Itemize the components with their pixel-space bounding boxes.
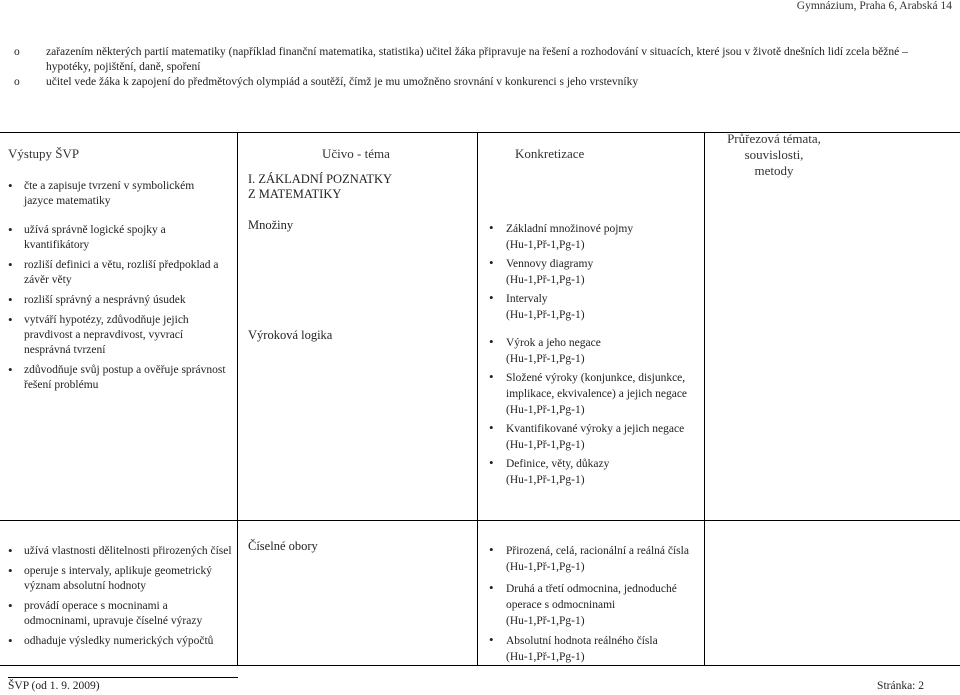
outcome-item: • užívá správně logické spojky a kvantifikátory	[6, 223, 226, 253]
outcome-item: • užívá vlastnosti dělitelnosti přirozených čísel	[6, 544, 234, 559]
section2-konkretizace	[486, 543, 701, 668]
konkretizace-item	[486, 581, 701, 629]
konkretizace-code: (Hu-1,Př-1,Pg-1)	[506, 239, 585, 251]
topic-mnoziny: Množiny	[248, 218, 294, 232]
outcome-item: • rozliší správný a nesprávný úsudek	[6, 293, 226, 308]
konkretizace-code: (Hu-1,Př-1,Pg-1)	[506, 615, 585, 627]
school-header: Gymnázium, Praha 6, Arabská 14	[796, 0, 952, 12]
konkretizace-code: (Hu-1,Př-1,Pg-1)	[506, 404, 585, 416]
konkretizace-title: • Přirozená, celá, racionální a reálná čísla	[506, 545, 689, 557]
konkretizace-code: (Hu-1,Př-1,Pg-1)	[506, 353, 585, 365]
konkretizace-item	[486, 370, 701, 418]
konkretizace-code: (Hu-1,Př-1,Pg-1)	[506, 439, 585, 451]
column-header-vystupy: Výstupy ŠVP	[8, 146, 80, 161]
column-divider-3	[704, 132, 705, 665]
topic-ciselne-obory: Číselné obory	[248, 539, 318, 553]
konkretizace-title: • Kvantifikované výroky a jejich negace	[506, 423, 685, 435]
footer-rule	[8, 677, 238, 678]
intro-item-text: učitel vede žáka k zapojení do předmětových olympiád a soutěží, čímž je mu umožněno srovnání v konkurenci s jeho vrstevníky	[46, 76, 639, 88]
footer-left: ŠVP (od 1. 9. 2009)	[8, 680, 100, 692]
konkretizace-code: (Hu-1,Př-1,Pg-1)	[506, 309, 585, 321]
konkretizace-code: (Hu-1,Př-1,Pg-1)	[506, 474, 585, 486]
footer-right: Stránka: 2	[877, 680, 924, 692]
column-divider-1	[237, 132, 238, 665]
konkretizace-title: • Vennovy diagramy	[506, 258, 594, 270]
column-header-ucivo: Učivo - téma	[322, 146, 390, 161]
column-header-prurezova: Průřezová témata, souvislosti, metody	[727, 131, 821, 178]
konkretizace-item	[486, 335, 701, 367]
outcome-item: • rozliší definici a větu, rozliší předpoklad a závěr věty	[6, 258, 226, 288]
konkretizace-item	[486, 291, 701, 323]
konkretizace-code: (Hu-1,Př-1,Pg-1)	[506, 561, 585, 573]
intro-item-text: zařazením některých partií matematiky (například finanční matematika, statistika) učitel žáka připravuje na řešení a rozhodování v situacích, které jsou v životě dnešních lidí zcela běžné – hypotéky, pojištění, daně, spoření	[46, 46, 908, 73]
konkretizace-item	[486, 421, 701, 453]
column-header-konkretizace: Konkretizace	[515, 146, 585, 161]
section1-konkretizace	[486, 221, 701, 491]
konkretizace-title: • Výrok a jeho negace	[506, 337, 601, 349]
circle-bullet-icon: o	[14, 76, 20, 88]
konkretizace-title: • Definice, věty, důkazy	[506, 458, 610, 470]
outcome-item: • vytváří hypotézy, zdůvodňuje jejich pravdivost a nepravdivost, vyvrací nesprávná tvrzení	[6, 313, 226, 358]
konkretizace-code: (Hu-1,Př-1,Pg-1)	[506, 651, 585, 663]
outcome-item: • operuje s intervaly, aplikuje geometrický význam absolutní hodnoty	[6, 564, 234, 594]
intro-item	[14, 45, 954, 75]
section-divider	[0, 520, 960, 521]
konkretizace-item	[486, 256, 701, 288]
table-bottom-border	[0, 665, 960, 666]
section1-outcomes	[6, 179, 226, 398]
konkretizace-code: (Hu-1,Př-1,Pg-1)	[506, 274, 585, 286]
outcome-item: • odhaduje výsledky numerických výpočtů	[6, 634, 234, 649]
konkretizace-title: • Druhá a třetí odmocnina, jednoduché operace s odmocninami	[506, 583, 677, 611]
outcome-item: • čte a zapisuje tvrzení v symbolickém jazyce matematiky	[6, 179, 226, 209]
konkretizace-item	[486, 456, 701, 488]
intro-item	[14, 75, 954, 90]
outcome-item: • zdůvodňuje svůj postup a ověřuje správnost řešení problému	[6, 363, 226, 393]
konkretizace-item	[486, 543, 701, 575]
konkretizace-item	[486, 221, 701, 253]
konkretizace-title: • Základní množinové pojmy	[506, 223, 634, 235]
circle-bullet-icon: o	[14, 46, 20, 58]
section2-outcomes	[6, 544, 234, 654]
intro-list	[14, 45, 954, 90]
konkretizace-title: • Intervaly	[506, 293, 548, 305]
konkretizace-title: • Absolutní hodnota reálného čísla	[506, 635, 658, 647]
konkretizace-title: • Složené výroky (konjunkce, disjunkce, implikace, ekvivalence) a jejich negace	[506, 372, 688, 400]
section1-heading: I. ZÁKLADNÍ POZNATKY Z MATEMATIKY	[248, 172, 392, 201]
topic-vyrokova-logika: Výroková logika	[248, 328, 333, 342]
outcome-item: • provádí operace s mocninami a odmocninami, upravuje číselné výrazy	[6, 599, 234, 629]
konkretizace-item	[486, 633, 701, 665]
column-divider-2	[477, 132, 478, 665]
